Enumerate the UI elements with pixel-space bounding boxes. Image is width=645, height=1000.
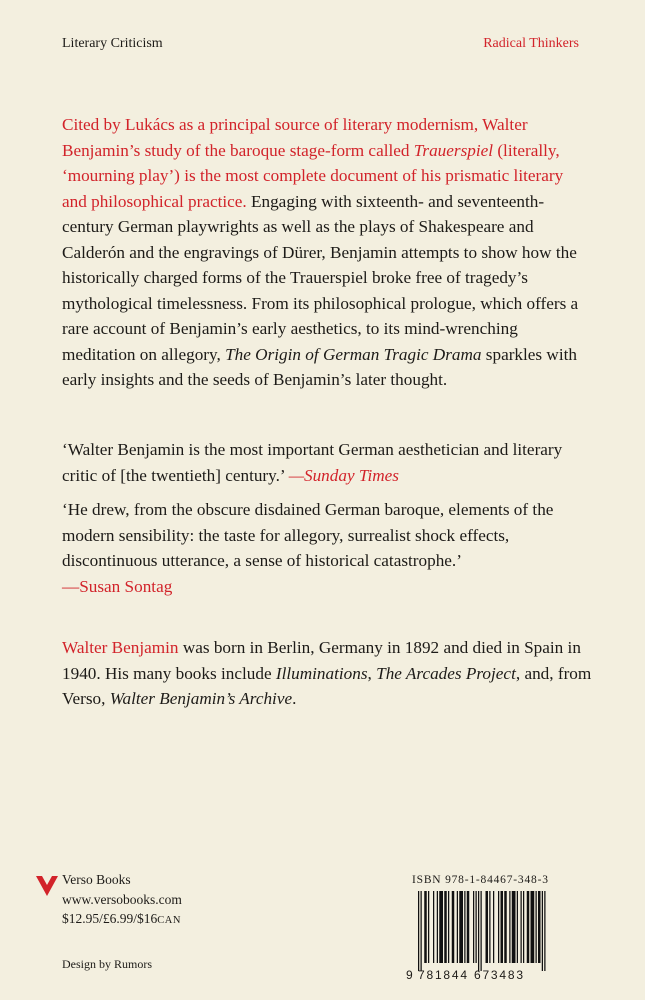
barcode-bar — [457, 891, 458, 963]
barcode-bar — [498, 891, 499, 963]
barcode-bar — [538, 891, 541, 963]
barcode-bar — [523, 891, 524, 963]
barcode-bar — [512, 891, 516, 963]
barcode-bar — [421, 891, 422, 971]
barcode-bar — [531, 891, 535, 963]
quote-1-source: —Sunday Times — [288, 465, 399, 485]
barcode-bar — [448, 891, 449, 963]
barcode-bar — [476, 891, 477, 963]
barcode-bar — [464, 891, 465, 963]
barcode-bar — [459, 891, 463, 963]
barcode-bar — [433, 891, 434, 963]
quote-2: ‘He drew, from the obscure disdained German baroque, elements of the modern sensibility: the taste for allegory, surrealist shock effects, discontinuous utterance, a sense of historical catastrophe.’ —Susan Sontag — [62, 500, 554, 596]
barcode-bar — [478, 891, 479, 971]
barcode-bar — [439, 891, 443, 963]
barcode-bar — [501, 891, 504, 963]
barcode-bar — [544, 891, 545, 971]
barcode-bar — [428, 891, 429, 963]
barcode-bar — [521, 891, 522, 963]
barcode-bar — [509, 891, 510, 963]
barcode: 9 781844 673483 — [406, 891, 590, 983]
blurb-body: Engaging with sixteenth- and seventeenth-century German playwrights as well as the plays of Shakespeare and Calderón and the engravings of Dürer, Benjamin attempts to show how the historically charged forms of the Trauerspiel broke free of tragedy’s mythological timelessness. From its philosophical prologue, which offers a rare account of Benjamin’s early aesthetics, to its mind-wrenching meditation on allegory, — [62, 191, 579, 364]
price: $12.95/£6.99/$16CAN — [62, 911, 181, 926]
barcode-bar — [444, 891, 447, 963]
review-quotes — [62, 437, 592, 608]
blurb-paragraph: Cited by Lukács as a principal source of literary modernism, Walter Benjamin’s study of the baroque stage-form called Trauerspiel (literally, ‘mourning play’) is the most complete document of his prismatic literary and philosophical practice. Engaging with sixteenth- and seventeenth-century German playwrights as well as the plays of Shakespeare and Calderón and the engravings of Dürer, Benjamin attempts to show how the historically charged forms of the Trauerspiel broke free of tragedy’s mythological timelessness. From its philosophical prologue, which offers a rare account of Benjamin’s early aesthetics, to its mind-wrenching meditation on allegory, The Origin of German Tragic Drama sparkles with early insights and the seeds of Benjamin’s later thought. — [62, 115, 579, 389]
series-label: Radical Thinkers — [483, 36, 579, 51]
barcode-bar — [473, 891, 474, 963]
barcode-bar — [437, 891, 438, 963]
barcode-bar — [493, 891, 494, 963]
barcode-bar — [489, 891, 490, 963]
author-name: Walter Benjamin — [62, 638, 179, 657]
quote-1: ‘Walter Benjamin is the most important German aesthetician and literary critic of [the twentieth] century.’ —Sunday Times — [62, 440, 563, 485]
barcode-bar — [542, 891, 543, 971]
author-bio: Walter Benjamin was born in Berlin, Germany in 1892 and died in Spain in 1940. His many books include Illuminations, The Arcades Project, and, from Verso, Walter Benjamin’s Archive. — [62, 638, 592, 708]
barcode-bar — [424, 891, 427, 963]
barcode-bars — [418, 891, 586, 971]
publisher-name: Verso Books — [62, 872, 131, 887]
barcode-bar — [418, 891, 419, 971]
isbn-label: ISBN 978-1-84467-348-3 — [412, 874, 549, 886]
barcode-bar — [452, 891, 455, 963]
quote-2-source: —Susan Sontag — [62, 576, 173, 596]
category-label: Literary Criticism — [62, 36, 163, 51]
barcode-bar — [486, 891, 489, 963]
design-credit: Design by Rumors — [62, 957, 152, 971]
barcode-bar — [517, 891, 518, 963]
barcode-bar — [536, 891, 537, 963]
blurb-red-intro: Cited by Lukács as a principal source of literary modernism, Walter Benjamin’s study of the baroque stage-form called Trauerspiel (literally, ‘mourning play’) is the most complete document of his prismatic literary and philosophical practice. — [62, 115, 564, 211]
barcode-bar — [467, 891, 470, 963]
barcode-bar — [527, 891, 530, 963]
book-title: The Origin of German Tragic Drama — [225, 344, 482, 364]
verso-logo-icon — [36, 874, 58, 896]
publisher-website[interactable]: www.versobooks.com — [62, 891, 182, 907]
barcode-bar — [504, 891, 507, 963]
barcode-bar — [481, 891, 482, 971]
